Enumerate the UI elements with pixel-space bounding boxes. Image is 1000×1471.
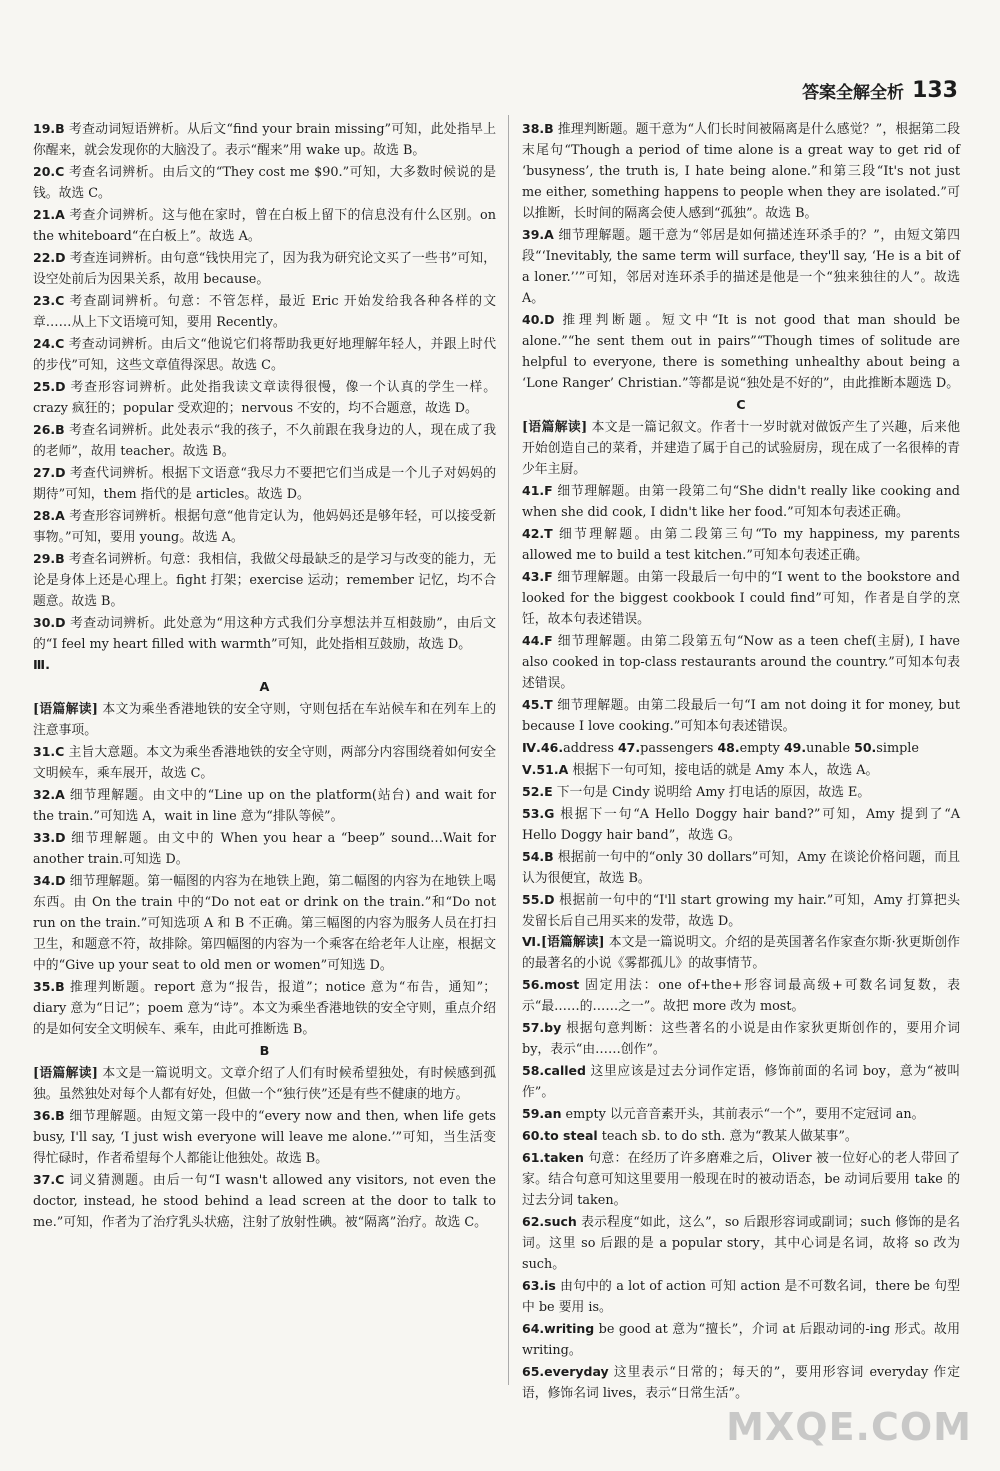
answer-item [522,889,960,932]
answer-number: 59.an [522,1106,562,1121]
answer-explanation: 考查名词辨析。此处表示“我的孩子，不久前跟在我身边的人，现在成了我的老师”，故用 teacher。故选 B。 [33,423,496,459]
answer-number: Ⅴ.51.A [522,762,569,777]
answer-explanation: 根据前一句中的“only 30 dollars”可知，Amy 在谈论价格问题，而且认为很便宜，故选 B。 [522,850,960,886]
answer-number: 32.A [33,787,65,802]
answer-explanation: 细节理解题。由第二段最后一句“I am not doing it for money, but because I love cooking.”可知本句表述错误。 [522,698,960,734]
section-a-heading: A [259,680,270,695]
left-column [33,118,496,1233]
answer-number: 24.C [33,336,65,351]
answer-explanation: 细节理解题。由第一段最后一句中的“I went to the bookstore and looked for the biggest cookbook I could find”可知，作者是自学的烹饪，故本句表述错误。 [522,570,960,627]
section-iv-answers: Ⅳ.46.address 47.passengers 48.empty 49.unable 50.simple [522,740,919,756]
answer-item [33,118,496,161]
answer-item [522,1017,960,1060]
answer-item [33,976,496,1040]
answer-number: 36.B [33,1108,65,1123]
answer-item [33,784,496,827]
answer-explanation: 细节理解题。由短文第一段中的“every now and then, when life gets busy, I'll say, ‘I just wish everyone will leave me alone.’”可知，当生活变得忙碌时，作者希望每个人都能让他独处。故选 B。 [33,1109,496,1166]
answer-number: 57.by [522,1020,562,1035]
answer-explanation: be good at 意为“擅长”，介词 at 后跟动词的-ing 形式。故用 writing。 [522,1322,960,1358]
answer-number: 60.to steal [522,1128,598,1143]
answer-number: 53.G [522,806,555,821]
answer-item [33,612,496,655]
page-header [802,78,958,103]
answer-explanation: 考查形容词辨析。根据句意“他肯定认为，他妈妈还是够年轻，可以接受新事物。”可知，要用 young。故选 A。 [33,509,496,545]
column-divider [508,115,509,1385]
fill-answer: 47.passengers [617,740,718,756]
answer-number: 31.C [33,744,65,759]
answer-number: 61.taken [522,1150,584,1165]
answer-explanation: 细节理解题。由文中的 When you hear a “beep” sound…Wait for another train.可知选 D。 [33,831,496,867]
answer-item [522,1103,960,1125]
answer-item [522,1147,960,1211]
fill-answer: 49.unable [783,740,855,756]
passage-vi-analysis: Ⅵ.[语篇解读] 本文是一篇说明文。介绍的是英国著名作家查尔斯·狄更斯创作的最著名的小说《雾都孤儿》的故事情节。 [522,935,960,971]
answer-number: 19.B [33,121,65,136]
answer-explanation: 考查形容词辨析。此处指我读文章读得很慢，像一个认真的学生一样。crazy 疯狂的；popular 受欢迎的；nervous 不安的，均不合题意，故选 D。 [33,380,496,416]
answer-number: 34.D [33,873,66,888]
answer-number: 39.A [522,227,554,242]
passage-b-analysis: [语篇解读] 本文是一篇说明文。文章介绍了人们有时候希望独处，有时候感到孤独。虽然独处对每个人都有好处，但做一个“独行侠”还是有些不健康的地方。 [33,1066,496,1102]
answer-item [522,781,960,803]
answer-item [33,333,496,376]
answer-number: 65.everyday [522,1364,609,1379]
answer-explanation: 考查动词短语辨析。从后文“find your brain missing”可知，此处指早上你醒来，就会发现你的大脑没了。表示“醒来”用 wake up。故选 B。 [33,122,496,158]
answer-number: 63.is [522,1278,556,1293]
answer-explanation: 推理判断题。短文中“It is not good that man should be alone.”“he sent them out in pairs”“Though times of solitude are helpful to everyone, there is something unhealthy about being a ‘Lone Ranger’ Christian.”等都是说“独处是不好的”，由此推断本题选 D。 [522,313,960,391]
fill-answer: 48.empty [717,740,784,756]
answer-explanation: 固定用法：one of+the+形容词最高级+可数名词复数，表示“最……的……之一”。故把 more 改为 most。 [522,978,960,1014]
answer-explanation: 细节理解题。由文中的“Line up on the platform(站台) and wait for the train.”可知选 A，wait in line 意为“排队等候”。 [33,788,496,824]
answer-number: 40.D [522,312,555,327]
answer-number: 23.C [33,293,65,308]
answer-explanation: 主旨大意题。本文为乘坐香港地铁的安全守则，两部分内容围绕着如何安全文明候车，乘车展开，故选 C。 [33,745,496,781]
answer-number: 29.B [33,551,65,566]
fill-answer: 46.address [540,740,618,756]
answer-item [522,1361,960,1404]
answer-explanation: 下一句是 Cindy 说明给 Amy 打电话的原因，故选 E。 [552,785,871,800]
answer-item [33,419,496,462]
answer-item [33,1105,496,1169]
answer-explanation: teach sb. to do sth. 意为“教某人做某事”。 [597,1129,858,1144]
answer-number: 54.B [522,849,554,864]
answer-item [522,309,960,394]
answer-number: 56.most [522,977,580,992]
answer-item [522,1125,960,1147]
answer-explanation: 推理判断题。题干意为“人们长时间被隔离是什么感觉？”，根据第二段末尾句“Though a period of time alone is a great way to get rid of ‘busyness’, the truth is, I hate being alone.”和第三段“It's not just me either, something happens to people when they are isolated.”可以推断，长时间的隔离会使人感到“孤独”。故选 B。 [522,122,960,221]
answer-item [522,1275,960,1318]
answer-number: 30.D [33,615,66,630]
answer-number: 20.C [33,164,65,179]
answer-explanation: 表示程度“如此，这么”，so 后跟形容词或副词；such 修饰的是名词。这里 so 后跟的是 a popular story，其中心词是名词，故将 so 改为 such。 [522,1215,960,1272]
page-number: 133 [912,78,958,103]
answer-explanation: 考查副词辨析。句意：不管怎样，最近 Eric 开始发给我各种各样的文章……从上下文语境可知，要用 Recently。 [33,294,496,330]
answer-number: 58.called [522,1063,586,1078]
answer-item [522,1211,960,1275]
answer-explanation: 考查介词辨析。这与他在家时，曾在白板上留下的信息没有什么区别。on the whiteboard“在白板上”。故选 A。 [33,208,496,244]
answer-item [33,204,496,247]
answer-item [33,505,496,548]
answer-explanation: 考查连词辨析。由句意“钱快用完了，因为我为研究论文买了一些书”可知，设空处前后为因果关系，故用 because。 [33,251,496,287]
answer-number: 41.F [522,483,553,498]
passage-c-analysis: [语篇解读] 本文是一篇记叙文。作者十一岁时就对做饭产生了兴趣，后来他开始创造自己的菜肴，并建造了属于自己的试验厨房，现在成了一名很棒的青少年主厨。 [522,420,960,477]
answer-number: 44.F [522,633,553,648]
answer-item [33,870,496,976]
answer-explanation: 根据句意判断：这些著名的小说是由作家狄更斯创作的，要用介词 by，表示“由……创作”。 [522,1021,960,1057]
answer-explanation: 细节理解题。第一幅图的内容为在地铁上跑，第二幅图的内容为在地铁上喝东西。由 On the train 中的“Do not eat or drink on the train.”和“Do not run on the train.”可知选项 A 和 B 不正确。第三幅图的内容为服务人员在打扫卫生，和题意不符，故排除。第四幅图的内容为一个乘客在给老年人让座，根据文中的“Give up your seat to old men or women”可知选 D。 [33,874,496,973]
answer-explanation: 细节理解题。由第二段第三句“To my happiness, my parents allowed me to build a test kitchen.”可知本句表述正确。 [522,527,960,563]
section-c-heading: C [736,398,746,413]
answer-explanation: 考查动词辨析。由后文“他说它们将帮助我更好地理解年轻人，并跟上时代的步伐”可知，这些文章值得深思。故选 C。 [33,337,496,373]
answer-explanation: 考查动词辨析。此处意为“用这种方式我们分享想法并互相鼓励”，由后文的“I feel my heart filled with warmth”可知，此处指相互鼓励，故选 D。 [33,616,496,652]
answer-item [522,118,960,224]
answer-number: 28.A [33,508,65,523]
answer-number: 21.A [33,207,65,222]
answer-item [33,247,496,290]
right-column [522,118,960,1404]
answer-number: 38.B [522,121,554,136]
answer-explanation: 这里应该是过去分词作定语，修饰前面的名词 boy，意为“被叫作”。 [522,1064,960,1100]
answer-number: 35.B [33,979,65,994]
answer-explanation: 句意：在经历了许多磨难之后，Oliver 被一位好心的老人带回了家。结合句意可知这里要用一般现在时的被动语态，be 动词后要用 take 的过去分词 taken。 [522,1151,960,1208]
answer-item [522,1060,960,1103]
answer-item [522,224,960,309]
watermark-logo: MXQE.COM [726,1405,972,1449]
answer-item [522,694,960,737]
answer-number: 22.D [33,250,66,265]
answer-explanation: 词义猜测题。由后一句“I wasn't allowed any visitors, not even the doctor, instead, he stood behind a lead screen at the door to talk to me.”可知，作者为了治疗乳头状癌，注射了放射性碘。被“隔离”治疗。故选 C。 [33,1173,496,1230]
section-b-heading: B [259,1044,270,1059]
answer-explanation: 根据下一句可知，接电话的就是 Amy 本人，故选 A。 [568,763,879,778]
answer-item [33,1169,496,1233]
answer-number: 64.writing [522,1321,595,1336]
answer-explanation: 考查名词辨析。句意：我相信，我做父母最缺乏的是学习与改变的能力，无论是身体上还是心理上。fight 打架；exercise 运动；remember 记忆，均不合题意。故选 B。 [33,552,496,609]
passage-a-analysis: [语篇解读] 本文为乘坐香港地铁的安全守则，守则包括在车站候车和在列车上的注意事项。 [33,702,496,738]
answer-explanation: 推理判断题。report 意为“报告，报道”；notice 意为“布告，通知”；diary 意为“日记”；poem 意为“诗”。本文为乘坐香港地铁的安全守则，重点介绍的是如何安全文明候车、乘车，由此可推断选 B。 [33,980,496,1037]
answer-number: 33.D [33,830,66,845]
answer-item [522,803,960,846]
answer-item [33,376,496,419]
answer-explanation: empty 以元音音素开头，其前表示“一个”，要用不定冠词 an。 [561,1107,925,1122]
header-title: 答案全解全析 [802,83,905,103]
answer-item [522,630,960,694]
answer-explanation: 细节理解题。由第一段第二句“She didn't really like cooking and when she did cook, I didn't like her food.”可知本句表述正确。 [522,484,960,520]
section-roman-3: Ⅲ. [33,658,50,673]
answer-explanation: 细节理解题。由第二段第五句“Now as a teen chef(主厨), I have also cooked in top-class restaurants around the country.”可知本句表述错误。 [522,634,960,691]
answer-item [522,480,960,523]
answer-number: 42.T [522,526,553,541]
answer-explanation: 由句中的 a lot of action 可知 action 是不可数名词，there be 句型中 be 要用 is。 [522,1279,960,1315]
answer-item [522,759,960,781]
answer-item [33,462,496,505]
answer-explanation: 细节理解题。题干意为“邻居是如何描述连环杀手的？”，由短文第四段“‘Inevitably, the same term will surface, they'll say, ‘He is a bit of a loner.’’”可知，邻居对连环杀手的描述是他是一个“独来独往的人”。故选 A。 [522,228,960,306]
answer-explanation: 考查代词辨析。根据下文语意“我尽力不要把它们当成是一个儿子对妈妈的期待”可知，them 指代的是 articles。故选 D。 [33,466,496,502]
answer-item [33,741,496,784]
answer-number: 43.F [522,569,553,584]
answer-item [33,827,496,870]
answer-explanation: 考查名词辨析。由后文的“They cost me $90.”可知，大多数时候说的是钱。故选 C。 [33,165,496,201]
answer-item [522,1318,960,1361]
answer-explanation: 根据下一句“A Hello Doggy hair band?”可知，Amy 提到了“A Hello Doggy hair band”，故选 G。 [522,807,960,843]
answer-number: 37.C [33,1172,65,1187]
answer-item [522,523,960,566]
answer-number: 62.such [522,1214,577,1229]
answer-item [33,161,496,204]
answer-item [522,974,960,1017]
answer-item [522,566,960,630]
answer-number: 55.D [522,892,555,907]
answer-number: 27.D [33,465,66,480]
answer-number: 52.E [522,784,553,799]
answer-explanation: 根据前一句中的“I'll start growing my hair.”可知，Amy 打算把头发留长后自己用买来的发带，故选 D。 [522,893,960,929]
answer-number: 26.B [33,422,65,437]
answer-explanation: 这里表示“日常的；每天的”，要用形容词 everyday 作定语，修饰名词 lives，表示“日常生活”。 [522,1365,960,1401]
answer-number: 45.T [522,697,553,712]
answer-item [33,548,496,612]
answer-item [522,846,960,889]
answer-number: 25.D [33,379,66,394]
answer-item [33,290,496,333]
fill-answer: 50.simple [854,740,919,756]
